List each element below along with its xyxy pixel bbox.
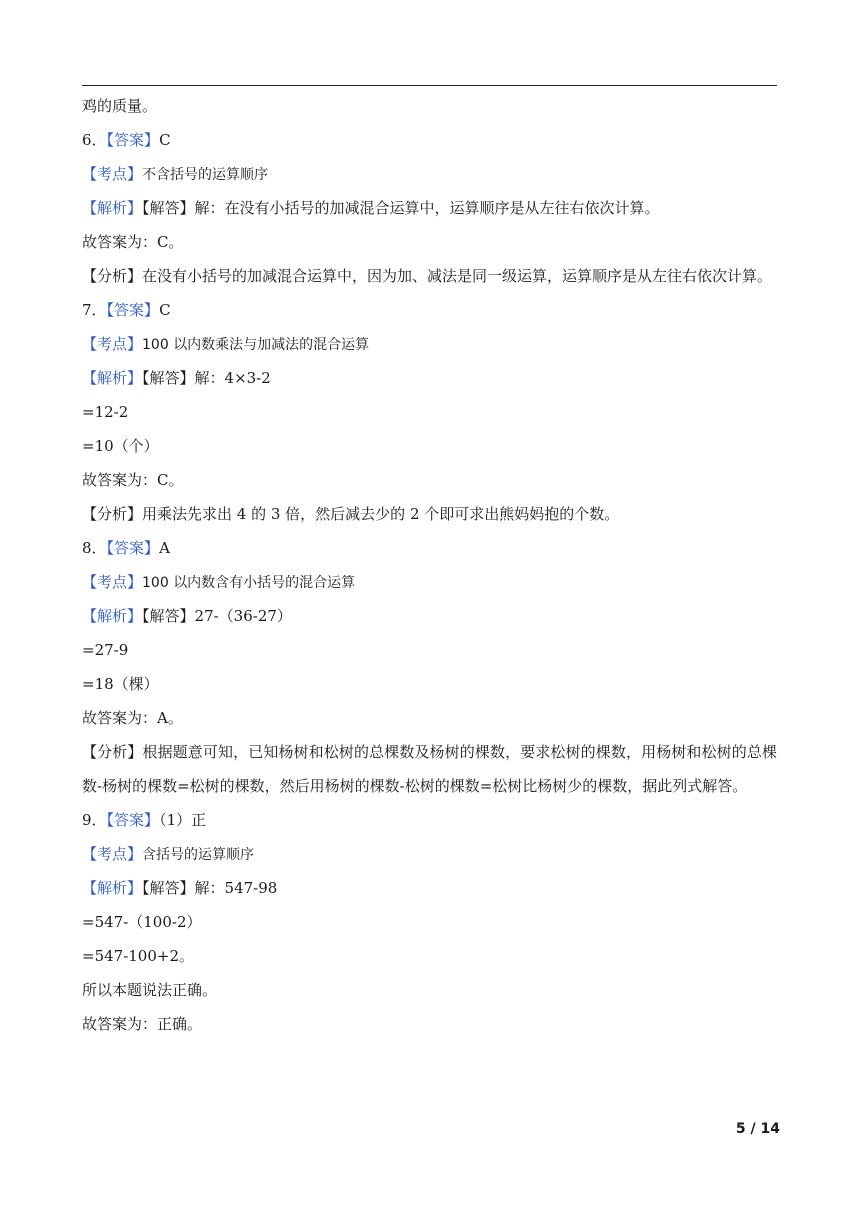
q6-answer: C [159, 131, 171, 149]
continued-text: 鸡的质量。 [82, 97, 158, 115]
q8-answer: A [159, 539, 170, 557]
solution-tag: 【解答】 [142, 607, 195, 625]
q8-answer-line [82, 531, 782, 565]
q9-step: =547-（100-2） [82, 913, 202, 931]
q7-point-line [82, 327, 782, 361]
q6-explain-line [82, 259, 777, 293]
q8-number: 8． [82, 539, 107, 557]
q8-final: 故答案为：A。 [82, 709, 183, 727]
q7-number: 7． [82, 301, 107, 319]
analysis-tag: 【解析】 [82, 199, 143, 217]
page-number: 5 / 14 [735, 1121, 780, 1137]
solution-tag: 【解答】 [142, 879, 195, 897]
q8-explain-line [82, 735, 777, 803]
q7-step: =10（个） [82, 437, 159, 455]
q6-solution: 解：在没有小括号的加减混合运算中，运算顺序是从左往右依次计算。 [194, 199, 660, 217]
q9-number: 9． [82, 811, 107, 829]
solution-tag: 【解答】 [142, 199, 195, 217]
q7-step: =12-2 [82, 403, 129, 421]
q9-final: 故答案为：正确。 [82, 1015, 203, 1033]
q7-answer-line [82, 293, 782, 327]
q6-number: 6． [82, 131, 107, 149]
q6-point-line [82, 157, 782, 191]
q8-explain: 根据题意可知，已知杨树和松树的总棵数及杨树的棵数，要求松树的棵数，用杨树和松树的总棵数-杨树的棵数=松树的棵数，然后用杨树的棵数-松树的棵数=松树比杨树少的棵数，据此列式解答。 [82, 743, 777, 795]
q7-explain: 用乘法先求出 4 的 3 倍，然后减去少的 2 个即可求出熊妈妈抱的个数。 [142, 505, 620, 523]
q9-point: 含括号的运算顺序 [142, 847, 255, 863]
q6-answer-line [82, 123, 782, 157]
q7-solution-line [82, 361, 782, 395]
q9-answer-line [82, 803, 782, 837]
point-tag: 【考点】 [82, 573, 143, 591]
q8-solution: 27-（36-27） [194, 607, 292, 625]
analysis-tag: 【解析】 [82, 879, 143, 897]
point-tag: 【考点】 [82, 845, 143, 863]
q9-point-line [82, 837, 782, 871]
q8-solution-line [82, 599, 782, 633]
q6-final: 故答案为：C。 [82, 233, 184, 251]
q9-answer: （1）正 [159, 811, 207, 829]
page-body [82, 89, 782, 1041]
answer-tag: 【答案】 [106, 301, 160, 319]
q6-solution-line [82, 191, 782, 225]
q8-step: =18（棵） [82, 675, 159, 693]
point-tag: 【考点】 [82, 335, 143, 353]
analysis-tag: 【解析】 [82, 369, 143, 387]
q8-point-line [82, 565, 782, 599]
point-tag: 【考点】 [82, 165, 143, 183]
q9-step: =547-100+2。 [82, 947, 195, 965]
q6-explain: 在没有小括号的加减混合运算中，因为加、减法是同一级运算，运算顺序是从左往右依次计算。 [142, 267, 773, 285]
explain-tag: 【分析】 [82, 505, 143, 523]
answer-tag: 【答案】 [106, 811, 160, 829]
answer-tag: 【答案】 [106, 131, 160, 149]
q9-solution: 解：547-98 [194, 879, 278, 897]
q6-point: 不含括号的运算顺序 [142, 167, 269, 183]
q7-explain-line [82, 497, 782, 531]
q7-solution: 解：4×3-2 [194, 369, 271, 387]
q8-step: =27-9 [82, 641, 129, 659]
q9-solution-line [82, 871, 782, 905]
explain-tag: 【分析】 [82, 743, 143, 761]
explain-tag: 【分析】 [82, 267, 143, 285]
header-rule [82, 85, 777, 86]
q7-answer: C [159, 301, 171, 319]
answer-tag: 【答案】 [106, 539, 160, 557]
q7-final: 故答案为：C。 [82, 471, 184, 489]
analysis-tag: 【解析】 [82, 607, 143, 625]
q8-point: 100 以内数含有小括号的混合运算 [142, 575, 356, 591]
q7-point: 100 以内数乘法与加减法的混合运算 [142, 337, 370, 353]
solution-tag: 【解答】 [142, 369, 195, 387]
q9-conclusion: 所以本题说法正确。 [82, 981, 218, 999]
